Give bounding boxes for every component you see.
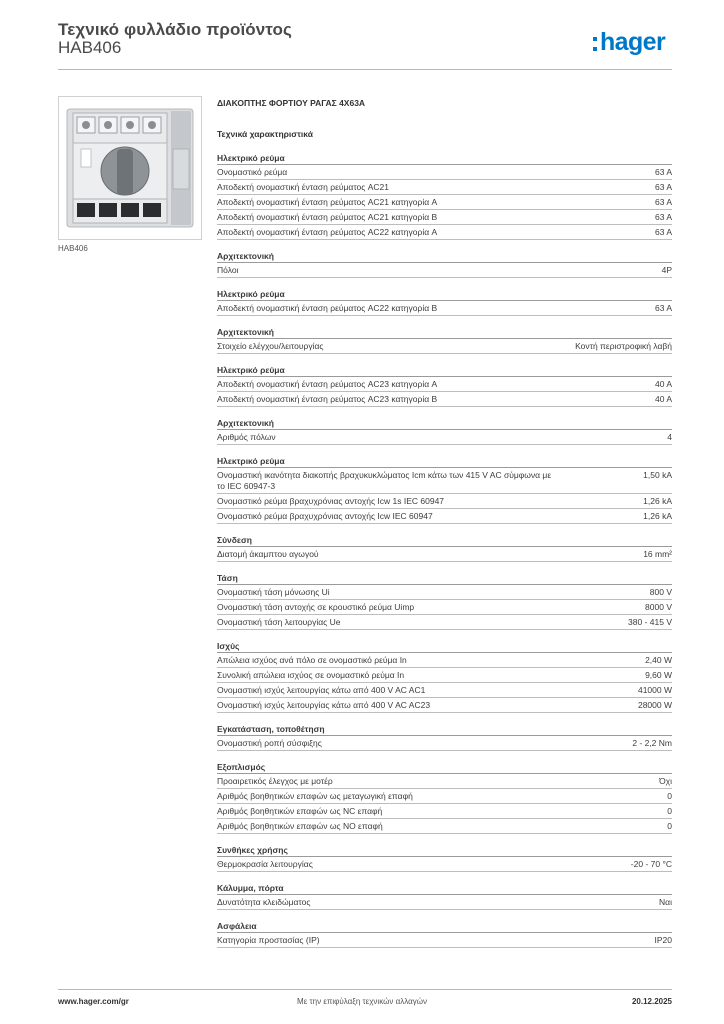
spec-value: 0 (667, 820, 672, 831)
product-code: HAB406 (58, 38, 122, 57)
spec-value: 380 - 415 V (628, 616, 672, 627)
spec-value: 63 A (654, 226, 672, 237)
spec-row (217, 698, 672, 713)
spec-group-title: Ηλεκτρικό ρεύμα (217, 455, 672, 468)
spec-group-title: Ασφάλεια (217, 920, 672, 933)
spec-row (217, 180, 672, 195)
spec-label: Ονομαστική τάση αντοχής σε κρουστικό ρεύμα Uimp (217, 601, 415, 612)
spec-label: Κατηγορία προστασίας (IP) (217, 934, 320, 945)
spec-group (217, 882, 672, 910)
spec-label: Διατομή άκαμπτου αγωγού (217, 548, 319, 559)
spec-group-title: Εγκατάσταση, τοποθέτηση (217, 723, 672, 736)
spec-row (217, 895, 672, 910)
spec-value: 63 A (654, 211, 672, 222)
spec-group-title: Κάλυμμα, πόρτα (217, 882, 672, 895)
spec-label: Ονομαστική τάση μόνωσης Ui (217, 586, 330, 597)
spec-row (217, 933, 672, 948)
spec-value: 0 (667, 790, 672, 801)
spec-row (217, 339, 672, 354)
spec-content (217, 96, 672, 948)
spec-row (217, 774, 672, 789)
spec-group (217, 572, 672, 630)
spec-label: Ονομαστική ισχύς λειτουργίας κάτω από 400 V AC AC23 (217, 699, 431, 710)
spec-group (217, 455, 672, 524)
spec-row (217, 301, 672, 316)
footer-notice: Με την επιφύλαξη τεχνικών αλλαγών (297, 997, 427, 1006)
spec-label: Ονομαστική τάση λειτουργίας Ue (217, 616, 341, 627)
image-caption: HAB406 (58, 244, 88, 253)
spec-value: Όχι (659, 775, 672, 786)
spec-group-title: Ηλεκτρικό ρεύμα (217, 152, 672, 165)
spec-group-title: Σύνδεση (217, 534, 672, 547)
spec-row (217, 857, 672, 872)
spec-row (217, 468, 672, 494)
spec-value: Ναι (659, 896, 672, 907)
spec-label: Δυνατότητα κλειδώματος (217, 896, 311, 907)
spec-value: 63 A (654, 196, 672, 207)
spec-row (217, 195, 672, 210)
spec-label: Αποδεκτή ονομαστική ένταση ρεύματος AC21 κατηγορία A (217, 196, 438, 207)
spec-label: Στοιχείο ελέγχου/λειτουργίας (217, 340, 324, 351)
spec-group-title: Εξοπλισμός (217, 761, 672, 774)
spec-row (217, 509, 672, 524)
spec-value: 63 A (654, 181, 672, 192)
spec-group (217, 920, 672, 948)
spec-group (217, 534, 672, 562)
logo-text: hager (600, 28, 666, 56)
spec-label: Αποδεκτή ονομαστική ένταση ρεύματος AC23 κατηγορία A (217, 378, 438, 389)
spec-value: 41000 W (637, 684, 672, 695)
spec-row (217, 585, 672, 600)
spec-value: 8000 V (645, 601, 672, 612)
spec-row (217, 547, 672, 562)
spec-group (217, 250, 672, 278)
spec-value: Κοντή περιστροφική λαβή (575, 340, 672, 351)
spec-label: Προαιρετικός έλεγχος με μοτέρ (217, 775, 333, 786)
spec-group-title: Αρχιτεκτονική (217, 417, 672, 430)
spec-label: Αριθμός βοηθητικών επαφών ως NO επαφή (217, 820, 383, 831)
spec-row (217, 392, 672, 407)
spec-group (217, 844, 672, 872)
spec-row (217, 430, 672, 445)
section-heading: Τεχνικά χαρακτηριστικά (217, 129, 313, 139)
hager-logo (593, 27, 665, 57)
spec-label: Ονομαστικό ρεύμα βραχυχρόνιας αντοχής Icw IEC 60947 (217, 510, 433, 521)
spec-row (217, 165, 672, 180)
spec-row (217, 789, 672, 804)
spec-label: Ονομαστικό ρεύμα (217, 166, 288, 177)
footer-website-link[interactable]: www.hager.com/gr (58, 997, 129, 1006)
spec-group-title: Ηλεκτρικό ρεύμα (217, 288, 672, 301)
spec-group (217, 723, 672, 751)
spec-value: 1,50 kA (643, 469, 672, 480)
spec-group (217, 417, 672, 445)
spec-label: Αποδεκτή ονομαστική ένταση ρεύματος AC22 κατηγορία B (217, 302, 438, 313)
spec-group (217, 364, 672, 407)
spec-row (217, 225, 672, 240)
spec-value: 2 - 2,2 Nm (632, 737, 672, 748)
spec-value: 63 A (654, 166, 672, 177)
product-title: ΔΙΑΚΟΠΤΗΣ ΦΟΡΤΙΟΥ ΡΑΓΑΣ 4X63A (217, 98, 366, 108)
spec-row (217, 210, 672, 225)
spec-label: Ονομαστική ικανότητα διακοπής βραχυκυκλώματος Icm κάτω των 415 V AC σύμφωνα με το IEC 60947-3 (217, 469, 552, 491)
spec-value: 0 (667, 805, 672, 816)
spec-row (217, 653, 672, 668)
spec-row (217, 736, 672, 751)
spec-row (217, 615, 672, 630)
product-image (58, 96, 202, 240)
spec-group-title: Αρχιτεκτονική (217, 326, 672, 339)
spec-group-title: Ισχύς (217, 640, 672, 653)
logo-colon-icon (593, 37, 597, 51)
switch-disconnector-illustration (59, 97, 201, 239)
spec-label: Αποδεκτή ονομαστική ένταση ρεύματος AC21 (217, 181, 390, 192)
spec-group-title: Ηλεκτρικό ρεύμα (217, 364, 672, 377)
spec-label: Πόλοι (217, 264, 239, 275)
spec-value: 40 A (654, 393, 672, 404)
spec-value: 9,60 W (645, 669, 672, 680)
spec-value: 63 A (654, 302, 672, 313)
document-title: Τεχνικό φυλλάδιο προϊόντος (58, 20, 292, 39)
spec-label: Θερμοκρασία λειτουργίας (217, 858, 313, 869)
spec-group (217, 152, 672, 240)
header-divider (58, 69, 672, 70)
spec-row (217, 494, 672, 509)
footer-date: 20.12.2025 (631, 997, 672, 1006)
spec-row (217, 804, 672, 819)
spec-value: 28000 W (637, 699, 672, 710)
spec-row (217, 668, 672, 683)
spec-row (217, 377, 672, 392)
spec-label: Συνολική απώλεια ισχύος σε ονομαστικό ρεύμα In (217, 669, 405, 680)
footer-divider (58, 989, 672, 990)
spec-group (217, 640, 672, 713)
spec-label: Αποδεκτή ονομαστική ένταση ρεύματος AC21 κατηγορία B (217, 211, 438, 222)
spec-value: 1,26 kA (643, 495, 672, 506)
spec-groups (217, 152, 672, 948)
spec-label: Απώλεια ισχύος ανά πόλο σε ονομαστικό ρεύμα In (217, 654, 407, 665)
spec-group-title: Τάση (217, 572, 672, 585)
spec-value: 1,26 kA (643, 510, 672, 521)
spec-group (217, 761, 672, 834)
spec-label: Ονομαστική ισχύς λειτουργίας κάτω από 400 V AC AC1 (217, 684, 426, 695)
spec-value: 4P (661, 264, 672, 275)
spec-value: 4 (667, 431, 672, 442)
spec-label: Αποδεκτή ονομαστική ένταση ρεύματος AC22 κατηγορία A (217, 226, 438, 237)
spec-value: 16 mm² (643, 548, 672, 559)
spec-group (217, 326, 672, 354)
spec-label: Ονομαστικό ρεύμα βραχυχρόνιας αντοχής Icw 1s IEC 60947 (217, 495, 445, 506)
spec-group (217, 288, 672, 316)
spec-group-title: Αρχιτεκτονική (217, 250, 672, 263)
spec-row (217, 263, 672, 278)
spec-group-title: Συνθήκες χρήσης (217, 844, 672, 857)
spec-row (217, 683, 672, 698)
spec-label: Αποδεκτή ονομαστική ένταση ρεύματος AC23 κατηγορία B (217, 393, 438, 404)
spec-label: Αριθμός βοηθητικών επαφών ως NC επαφή (217, 805, 383, 816)
spec-row (217, 600, 672, 615)
spec-label: Αριθμός πόλων (217, 431, 276, 442)
spec-value: 40 A (654, 378, 672, 389)
spec-label: Ονομαστική ροπή σύσφιξης (217, 737, 322, 748)
spec-value: IP20 (654, 934, 672, 945)
spec-row (217, 819, 672, 834)
spec-label: Αριθμός βοηθητικών επαφών ως μεταγωγική επαφή (217, 790, 413, 801)
spec-value: 2,40 W (645, 654, 672, 665)
spec-value: 800 V (649, 586, 672, 597)
spec-value: -20 - 70 °C (630, 858, 672, 869)
